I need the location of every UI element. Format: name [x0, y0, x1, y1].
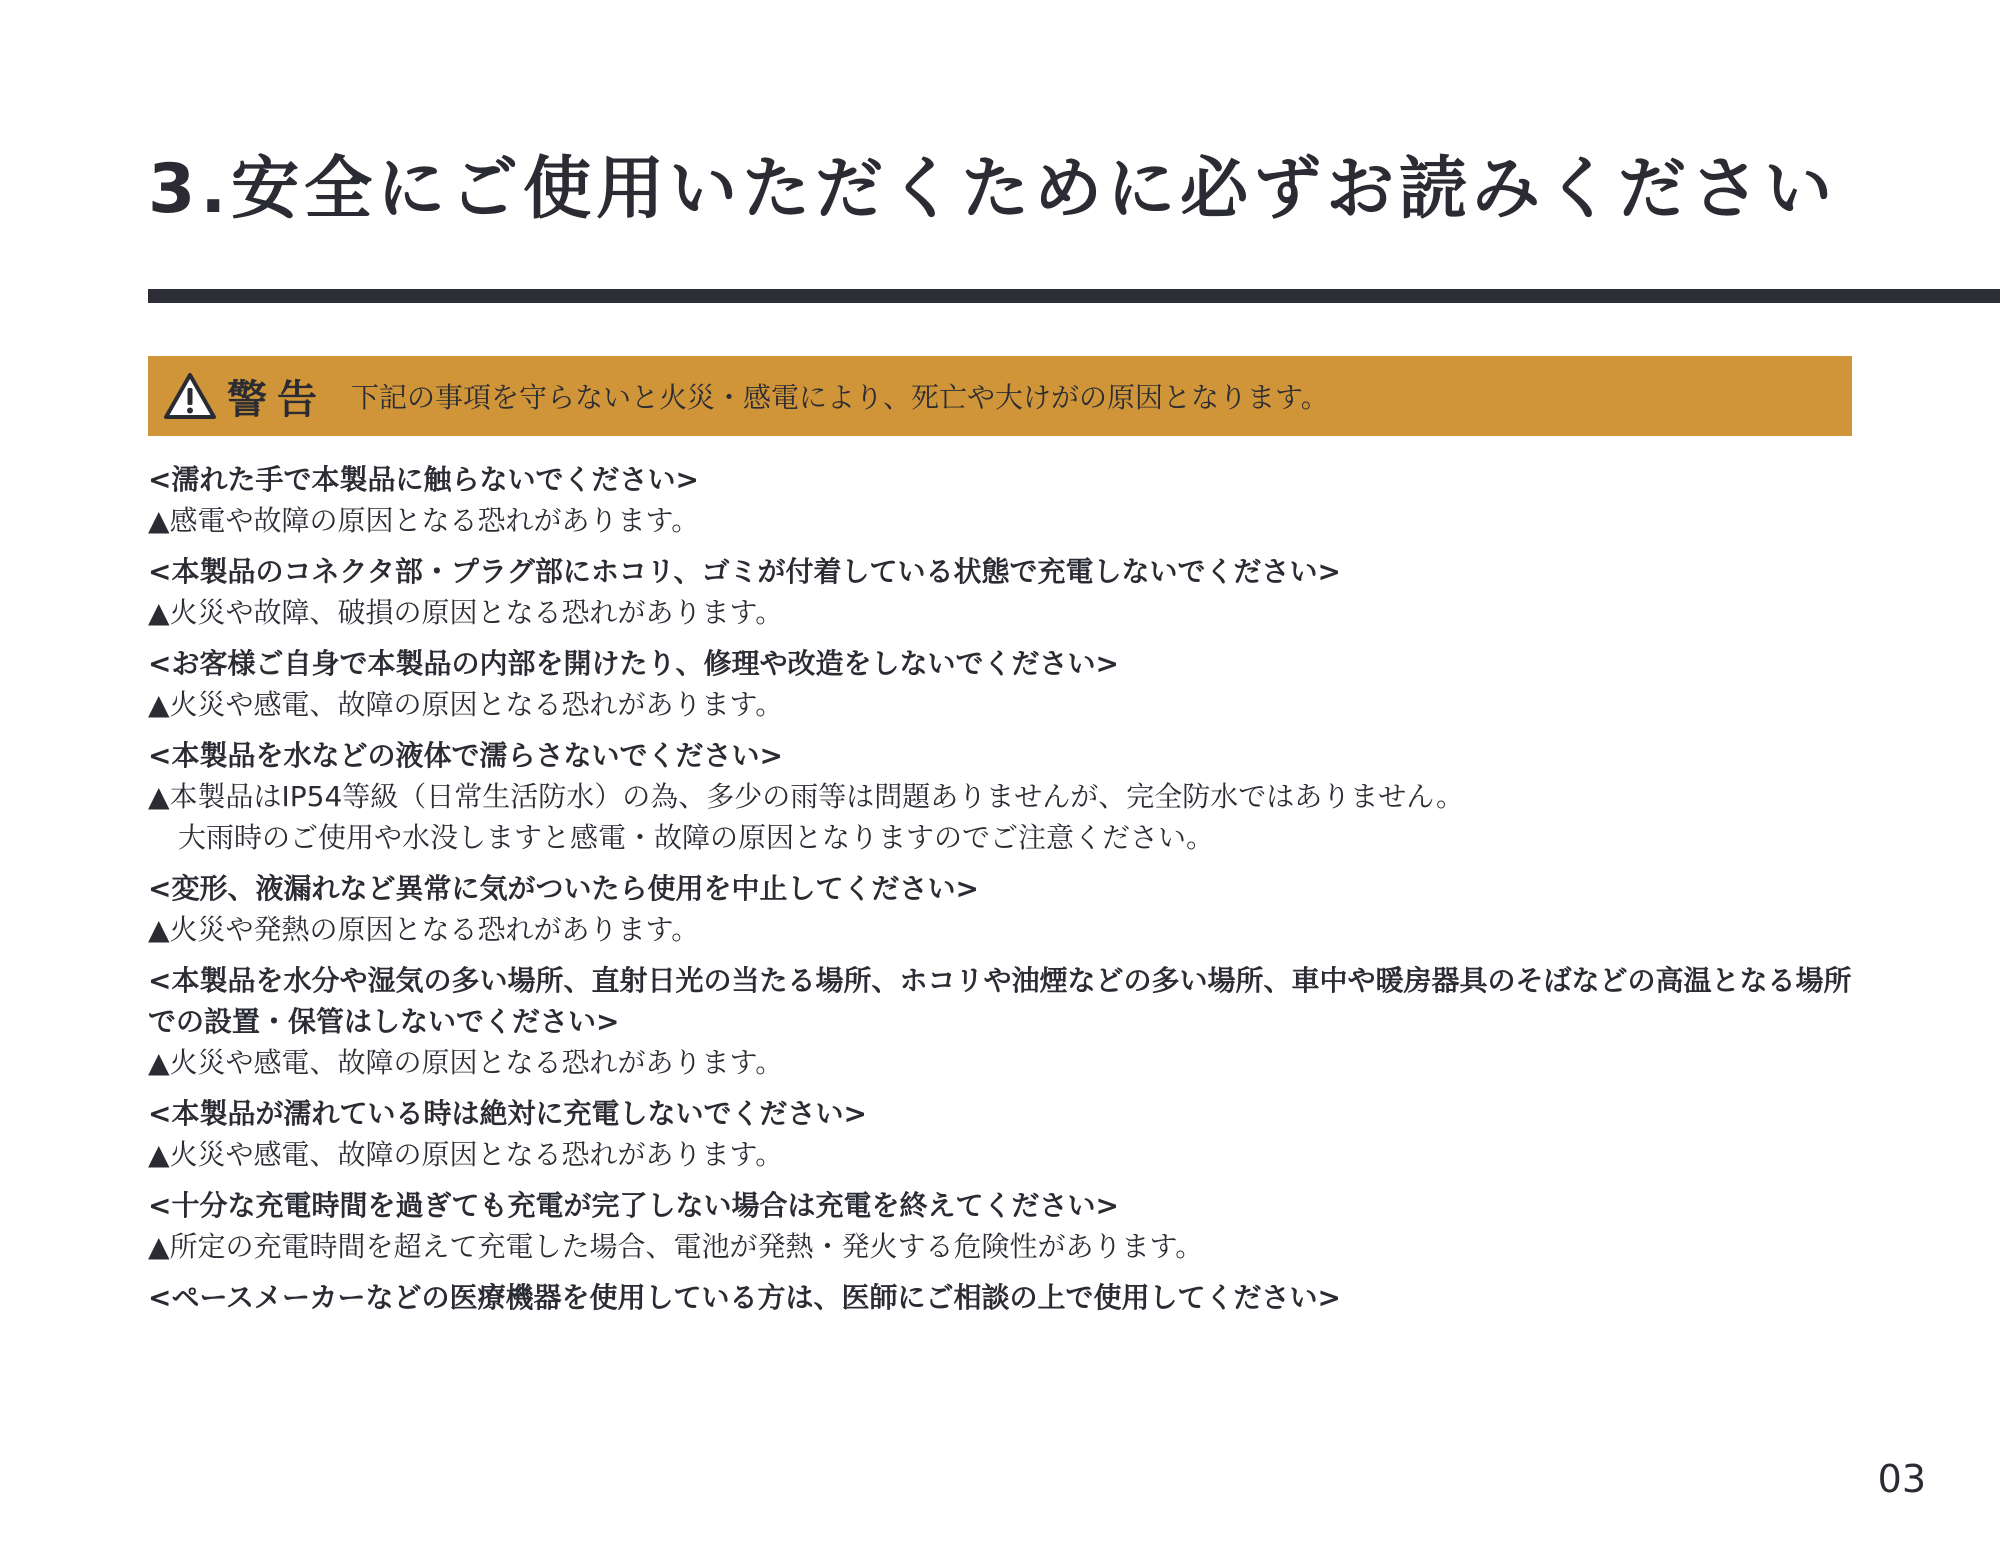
warning-label: 警告 [227, 376, 327, 423]
safety-items-list [148, 459, 1858, 1328]
item-heading: <本製品が濡れている時は絶対に充電しないでください> [148, 1097, 867, 1130]
safety-item [148, 551, 1858, 633]
page-number: 03 [1877, 1457, 1926, 1501]
safety-item [148, 868, 1858, 950]
warning-triangle-icon [163, 371, 217, 421]
item-heading: <本製品のコネクタ部・プラグ部にホコリ、ゴミが付着している状態で充電しないでください> [148, 555, 1341, 588]
safety-item [148, 1093, 1858, 1175]
safety-item [148, 1277, 1858, 1318]
item-heading: <ペースメーカーなどの医療機器を使用している方は、医師にご相談の上で使用してください> [148, 1281, 1341, 1314]
item-note: ▲火災や故障、破損の原因となる恐れがあります。 [148, 596, 784, 629]
item-note: ▲感電や故障の原因となる恐れがあります。 [148, 504, 700, 537]
safety-item [148, 960, 1858, 1083]
warning-banner [148, 356, 1852, 436]
item-note: ▲火災や感電、故障の原因となる恐れがあります。 [148, 1138, 784, 1171]
item-note: ▲火災や感電、故障の原因となる恐れがあります。 [148, 688, 784, 721]
warning-text: 下記の事項を守らないと火災・感電により、死亡や大けがの原因となります。 [351, 381, 1329, 414]
item-note: ▲所定の充電時間を超えて充電した場合、電池が発熱・発火する危険性があります。 [148, 1230, 1204, 1263]
item-heading: <お客様ご自身で本製品の内部を開けたり、修理や改造をしないでください> [148, 647, 1119, 680]
item-note: ▲火災や感電、故障の原因となる恐れがあります。 [148, 1046, 784, 1079]
item-heading: <濡れた手で本製品に触らないでください> [148, 463, 699, 496]
item-heading: <十分な充電時間を過ぎても充電が完了しない場合は充電を終えてください> [148, 1189, 1119, 1222]
item-note: ▲火災や発熱の原因となる恐れがあります。 [148, 913, 700, 946]
title-divider [148, 289, 2000, 303]
safety-item [148, 643, 1858, 725]
item-heading: <本製品を水などの液体で濡らさないでください> [148, 739, 783, 772]
item-note-continuation: 大雨時のご使用や水没しますと感電・故障の原因となりますのでご注意ください。 [178, 821, 1215, 854]
item-heading: <本製品を水分や湿気の多い場所、直射日光の当たる場所、ホコリや油煙などの多い場所、車中や暖房器具のそばなどの高温となる場所での設置・保管はしないでください> [148, 964, 1852, 1038]
safety-item [148, 1185, 1858, 1267]
item-heading: <変形、液漏れなど異常に気がついたら使用を中止してください> [148, 872, 979, 905]
page-title: 3.安全にご使用いただくために必ずお読みください [148, 150, 1838, 229]
item-note: ▲本製品はIP54等級（日常生活防水）の為、多少の雨等は問題ありませんが、完全防水ではありません。 [148, 780, 1464, 813]
safety-item [148, 735, 1858, 858]
safety-item [148, 459, 1858, 541]
